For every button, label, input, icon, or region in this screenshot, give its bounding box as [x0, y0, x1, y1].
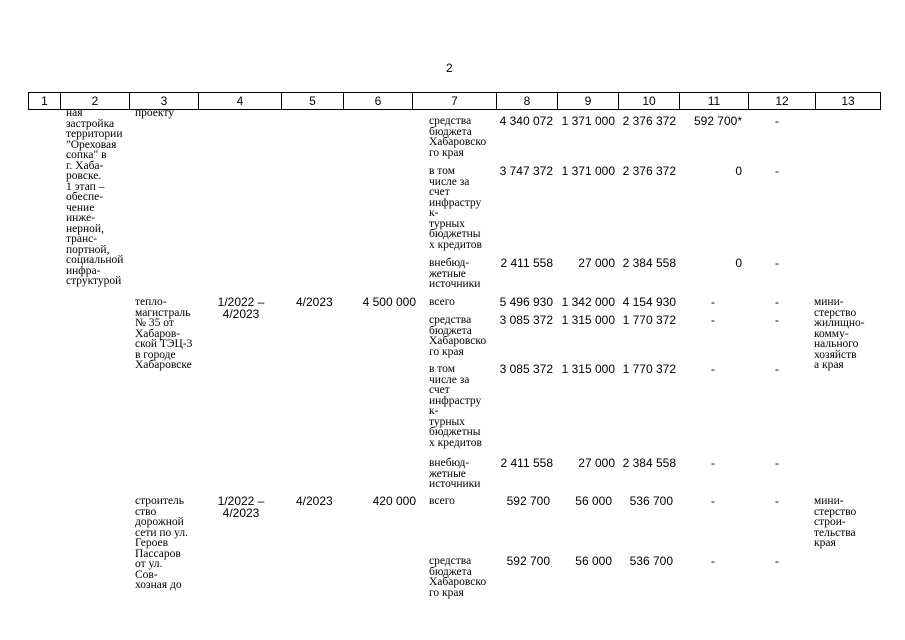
value-cell: 536 700 — [629, 554, 673, 568]
deadline: 4/2023 — [296, 295, 333, 309]
header-cell: 11 — [680, 93, 749, 110]
header-cell: 8 — [497, 93, 558, 110]
value-cell: 56 000 — [575, 494, 612, 508]
value-cell: - — [711, 554, 715, 568]
value-cell: - — [775, 114, 779, 128]
capacity: 4 500 000 — [362, 295, 416, 309]
financing-source: средства бюджета Хабаровско го края — [429, 115, 487, 159]
executor: мини- стерство строи- тельства края — [814, 495, 857, 549]
value-cell: 1 371 000 — [561, 164, 615, 178]
value-cell: - — [775, 362, 779, 376]
value-cell: 2 411 558 — [500, 256, 553, 270]
value-cell: - — [775, 554, 779, 568]
value-cell: 536 700 — [629, 494, 673, 508]
value-cell: 2 384 558 — [622, 456, 676, 470]
value-cell: - — [711, 362, 715, 376]
value-cell: 592 700 — [506, 554, 550, 568]
financing-source: всего — [429, 495, 455, 507]
value-cell: 27 000 — [578, 456, 615, 470]
value-cell: - — [711, 313, 715, 327]
value-cell: 4 154 930 — [622, 295, 676, 309]
period: 1/2022 – 4/2023 — [217, 494, 265, 520]
value-cell: 27 000 — [578, 256, 615, 270]
value-cell: 1 315 000 — [561, 313, 615, 327]
value-cell: 0 — [735, 164, 742, 178]
header-cell: 10 — [619, 93, 680, 110]
value-cell: 592 700 — [506, 494, 550, 508]
value-cell: 4 340 072 — [499, 114, 553, 128]
header-cell: 4 — [199, 93, 282, 110]
value-cell: - — [711, 456, 715, 470]
header-cell: 2 — [61, 93, 130, 110]
project-text-continued: проекту — [135, 107, 174, 119]
header-cell: 12 — [749, 93, 816, 110]
financing-source: внебюд- жетные источники — [429, 457, 481, 490]
capacity: 420 000 — [372, 494, 416, 508]
value-cell: 0 — [735, 256, 742, 270]
financing-source: средства бюджета Хабаровско го края — [429, 555, 487, 599]
header-cell: 6 — [344, 93, 413, 110]
value-cell: 56 000 — [575, 554, 612, 568]
value-cell: - — [775, 164, 779, 178]
value-cell: - — [775, 295, 779, 309]
value-cell: 2 411 558 — [500, 456, 553, 470]
value-cell: 1 315 000 — [561, 362, 615, 376]
value-cell: 3 747 372 — [499, 164, 553, 178]
financing-source: в том числе за счет инфрастру к- турных бюджетны х кредитов — [429, 363, 482, 449]
value-cell: - — [711, 295, 715, 309]
object-name: строитель ство дорожной сети по ул. Героев Пассаров от ул. Сов- хозная до — [135, 495, 189, 591]
value-cell: 1 342 000 — [561, 295, 615, 309]
financing-source: всего — [429, 296, 455, 308]
financing-source: в том числе за счет инфрастру к- турных бюджетны х кредитов — [429, 165, 482, 251]
value-cell: - — [711, 494, 715, 508]
value-cell: 1 770 372 — [622, 362, 676, 376]
value-cell: 1 371 000 — [561, 114, 615, 128]
value-cell: 2 384 558 — [622, 256, 676, 270]
value-cell: 5 496 930 — [499, 295, 553, 309]
page-number: 2 — [446, 61, 453, 75]
object-name: тепло- магистраль № 35 от Хабаров- ской ТЭЦ-3 в городе Хабаровске — [135, 296, 193, 371]
value-cell: 2 376 372 — [622, 114, 676, 128]
value-cell: 2 376 372 — [622, 164, 676, 178]
value-cell: - — [775, 494, 779, 508]
header-cell: 13 — [816, 93, 881, 110]
header-cell: 5 — [282, 93, 344, 110]
header-cell: 9 — [558, 93, 619, 110]
period: 1/2022 – 4/2023 — [217, 295, 265, 321]
executor: мини- стерство жилищно- комму- нального хозяйств а края — [814, 296, 865, 371]
header-cell: 3 — [130, 93, 199, 110]
header-cell: 1 — [29, 93, 61, 110]
value-cell: 1 770 372 — [622, 313, 676, 327]
deadline: 4/2023 — [296, 494, 333, 508]
object-name-continued: ная застройка территории "Ореховая сопка" в г. Хаба- ровске. 1 этап – обеспе- чение инже- нерной, транс- портной, социальной инфра- структурой — [66, 107, 124, 287]
value-cell: 592 700* — [693, 114, 742, 128]
value-cell: - — [775, 256, 779, 270]
value-cell: - — [775, 313, 779, 327]
value-cell: 3 085 372 — [499, 313, 553, 327]
financing-source: внебюд- жетные источники — [429, 257, 481, 290]
value-cell: - — [775, 456, 779, 470]
value-cell: 3 085 372 — [499, 362, 553, 376]
financing-source: средства бюджета Хабаровско го края — [429, 314, 487, 358]
header-cell: 7 — [413, 93, 497, 110]
